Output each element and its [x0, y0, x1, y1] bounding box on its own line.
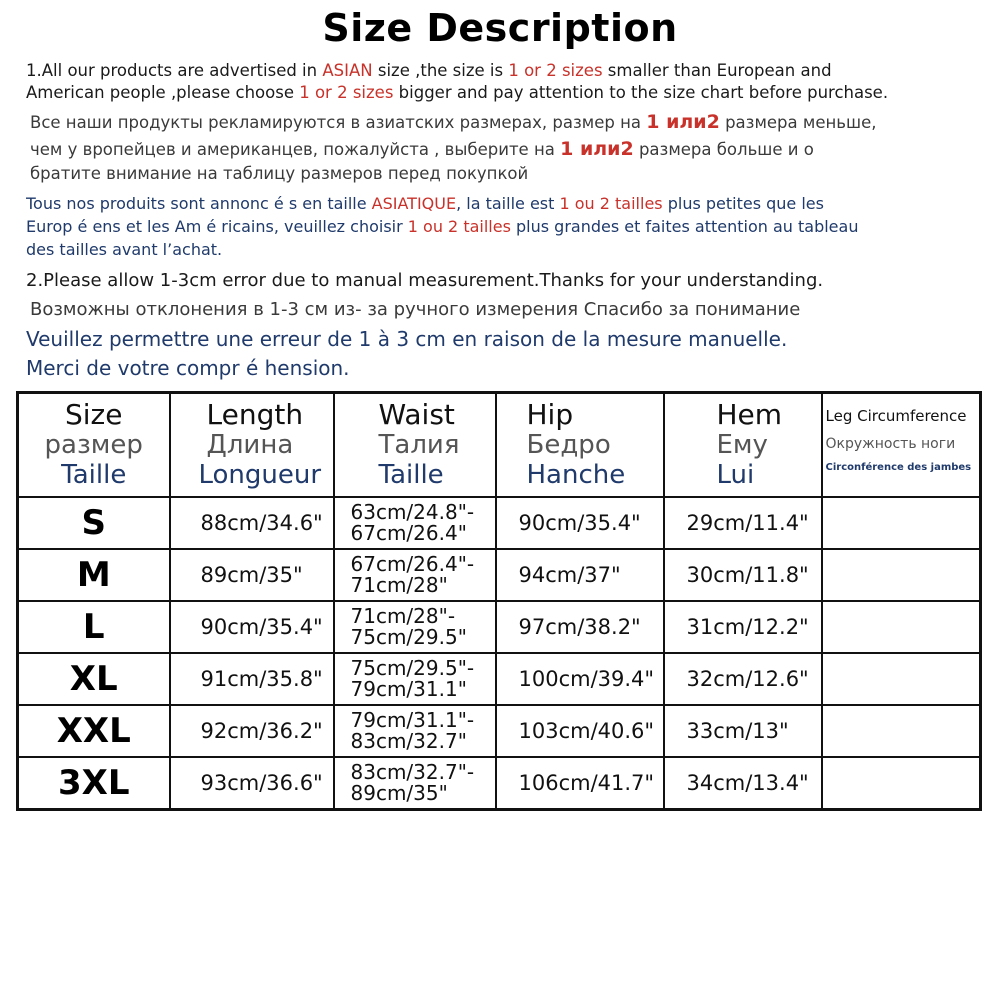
- waist-cell: [334, 705, 496, 757]
- header-label-en: Hip: [526, 398, 574, 431]
- length-cell: 90cm/35.4": [170, 601, 334, 653]
- note1-fr-line1: [26, 194, 824, 213]
- text-segment: American people ,please choose: [26, 83, 300, 102]
- text-segment: , la taille est: [456, 194, 560, 213]
- waist-cell: [334, 497, 496, 549]
- hip-cell: 90cm/35.4": [496, 497, 664, 549]
- text-segment: smaller than European and: [602, 61, 832, 80]
- page-title: Size Description: [322, 6, 678, 50]
- header-label-en: Waist: [378, 398, 455, 431]
- highlight-sizes: 1 or 2 sizes: [299, 83, 394, 102]
- header-label-ru: Длина: [206, 430, 294, 460]
- text-segment: size ,the size is: [372, 61, 509, 80]
- note1-ru-line3: братите внимание на таблицу размеров перед покупкой: [30, 164, 529, 183]
- hip-cell: 100cm/39.4": [496, 653, 664, 705]
- header-label-ru: размер: [44, 430, 143, 460]
- highlight-sizes: 1 или2: [646, 111, 720, 133]
- note1-ru-line1: [30, 111, 876, 133]
- note1-en-line2: [26, 83, 888, 102]
- table-row: [18, 757, 981, 810]
- waist-range-start: 83cm/32.7"-: [350, 760, 475, 784]
- waist-range-start: 79cm/31.1"-: [350, 708, 475, 732]
- highlight-tailles: 1 ou 2 tailles: [559, 194, 663, 213]
- highlight-sizes: 1 or 2 sizes: [508, 61, 603, 80]
- header-label-fr: Longueur: [198, 460, 322, 490]
- waist-range-end: 79cm/31.1": [350, 677, 467, 701]
- note1-fr-line3: des tailles avant l’achat.: [26, 240, 223, 259]
- text-segment: plus grandes et faites attention au tableau: [510, 217, 859, 236]
- highlight-sizes: 1 или2: [560, 138, 634, 160]
- table-row: [18, 497, 981, 549]
- waist-range-start: 75cm/29.5"-: [350, 656, 475, 680]
- note2-ru: Возможны отклонения в 1-3 см из- за ручного измерения Спасибо за понимание: [30, 299, 801, 320]
- table-header-row: [18, 393, 981, 498]
- waist-cell: [334, 757, 496, 810]
- waist-range-end: 71cm/28": [350, 573, 448, 597]
- waist-range-end: 75cm/29.5": [350, 625, 467, 649]
- leg-cell: [822, 497, 981, 549]
- table-row: [18, 653, 981, 705]
- size-chart-table: [16, 391, 982, 811]
- hem-cell: 31cm/12.2": [664, 601, 822, 653]
- highlight-tailles: 1 ou 2 tailles: [407, 217, 511, 236]
- header-label-ru: Ему: [716, 430, 768, 460]
- text-segment: размера больше и о: [633, 140, 814, 159]
- size-cell: L: [18, 601, 170, 653]
- leg-cell: [822, 757, 981, 810]
- header-hem: [664, 393, 822, 498]
- size-cell: XXL: [18, 705, 170, 757]
- length-cell: 91cm/35.8": [170, 653, 334, 705]
- text-segment: 1.All our products are advertised in: [26, 61, 323, 80]
- table-row: [18, 601, 981, 653]
- text-segment: Europ é ens et les Am é ricains, veuillez choisir: [26, 217, 408, 236]
- highlight-asiatique: ASIATIQUE: [371, 194, 457, 213]
- hem-cell: 32cm/12.6": [664, 653, 822, 705]
- waist-range-end: 89cm/35": [350, 781, 448, 805]
- length-cell: 88cm/34.6": [170, 497, 334, 549]
- waist-range-start: 63cm/24.8"-: [350, 500, 475, 524]
- leg-cell: [822, 601, 981, 653]
- text-segment: plus petites que les: [662, 194, 824, 213]
- size-cell: M: [18, 549, 170, 601]
- text-segment: Tous nos produits sont annonc é s en taille: [26, 194, 372, 213]
- header-label-fr: Hanche: [526, 460, 626, 490]
- text-segment: Все наши продукты рекламируются в азиатских размерах, размер на: [30, 113, 647, 132]
- size-cell: XL: [18, 653, 170, 705]
- text-segment: размера меньше,: [719, 113, 877, 132]
- waist-cell: [334, 653, 496, 705]
- leg-cell: [822, 705, 981, 757]
- header-waist: [334, 393, 496, 498]
- header-label-en: Length: [206, 398, 304, 431]
- waist-range-end: 83cm/32.7": [350, 729, 467, 753]
- hip-cell: 97cm/38.2": [496, 601, 664, 653]
- note2-fr-line2: Merci de votre compr é hension.: [26, 356, 350, 380]
- waist-range-end: 67cm/26.4": [350, 521, 467, 545]
- length-cell: 92cm/36.2": [170, 705, 334, 757]
- hem-cell: 29cm/11.4": [664, 497, 822, 549]
- note1-ru-line2: [30, 138, 814, 160]
- table-row: [18, 705, 981, 757]
- waist-range-start: 67cm/26.4"-: [350, 552, 475, 576]
- hem-cell: 30cm/11.8": [664, 549, 822, 601]
- header-label-fr: Circonférence des jambes: [825, 462, 972, 473]
- hem-cell: 33cm/13": [664, 705, 822, 757]
- hip-cell: 103cm/40.6": [496, 705, 664, 757]
- waist-cell: [334, 601, 496, 653]
- header-label-ru: Окружность ноги: [825, 436, 956, 452]
- header-label-fr: Taille: [61, 460, 127, 490]
- header-label-ru: Бедро: [526, 430, 611, 460]
- highlight-asian: ASIAN: [322, 61, 373, 80]
- hem-cell: 34cm/13.4": [664, 757, 822, 810]
- note2-en: 2.Please allow 1-3cm error due to manual measurement.Thanks for your understanding.: [26, 270, 824, 291]
- hip-cell: 94cm/37": [496, 549, 664, 601]
- leg-cell: [822, 549, 981, 601]
- header-length: [170, 393, 334, 498]
- waist-cell: [334, 549, 496, 601]
- length-cell: 89cm/35": [170, 549, 334, 601]
- note1-en-line1: [26, 61, 832, 80]
- waist-range-start: 71cm/28"-: [350, 604, 456, 628]
- hip-cell: 106cm/41.7": [496, 757, 664, 810]
- header-label-en: Hem: [716, 398, 783, 431]
- table-row: [18, 549, 981, 601]
- header-hip: [496, 393, 664, 498]
- header-label-ru: Талия: [378, 430, 460, 460]
- note2-fr-line1: Veuillez permettre une erreur de 1 à 3 cm en raison de la mesure manuelle.: [26, 327, 788, 351]
- leg-cell: [822, 653, 981, 705]
- header-size: [18, 393, 170, 498]
- header-label-en: Size: [65, 398, 123, 431]
- size-cell: S: [18, 497, 170, 549]
- header-leg-circumference: [822, 393, 981, 498]
- note1-fr-line2: [26, 217, 858, 236]
- text-segment: bigger and pay attention to the size chart before purchase.: [393, 83, 889, 102]
- header-label-fr: Lui: [716, 460, 755, 490]
- header-label-fr: Taille: [378, 460, 444, 490]
- length-cell: 93cm/36.6": [170, 757, 334, 810]
- header-label-en: Leg Circumference: [825, 407, 967, 425]
- text-segment: чем у вропейцев и американцев, пожалуйста , выберите на: [30, 140, 561, 159]
- size-cell: 3XL: [18, 757, 170, 810]
